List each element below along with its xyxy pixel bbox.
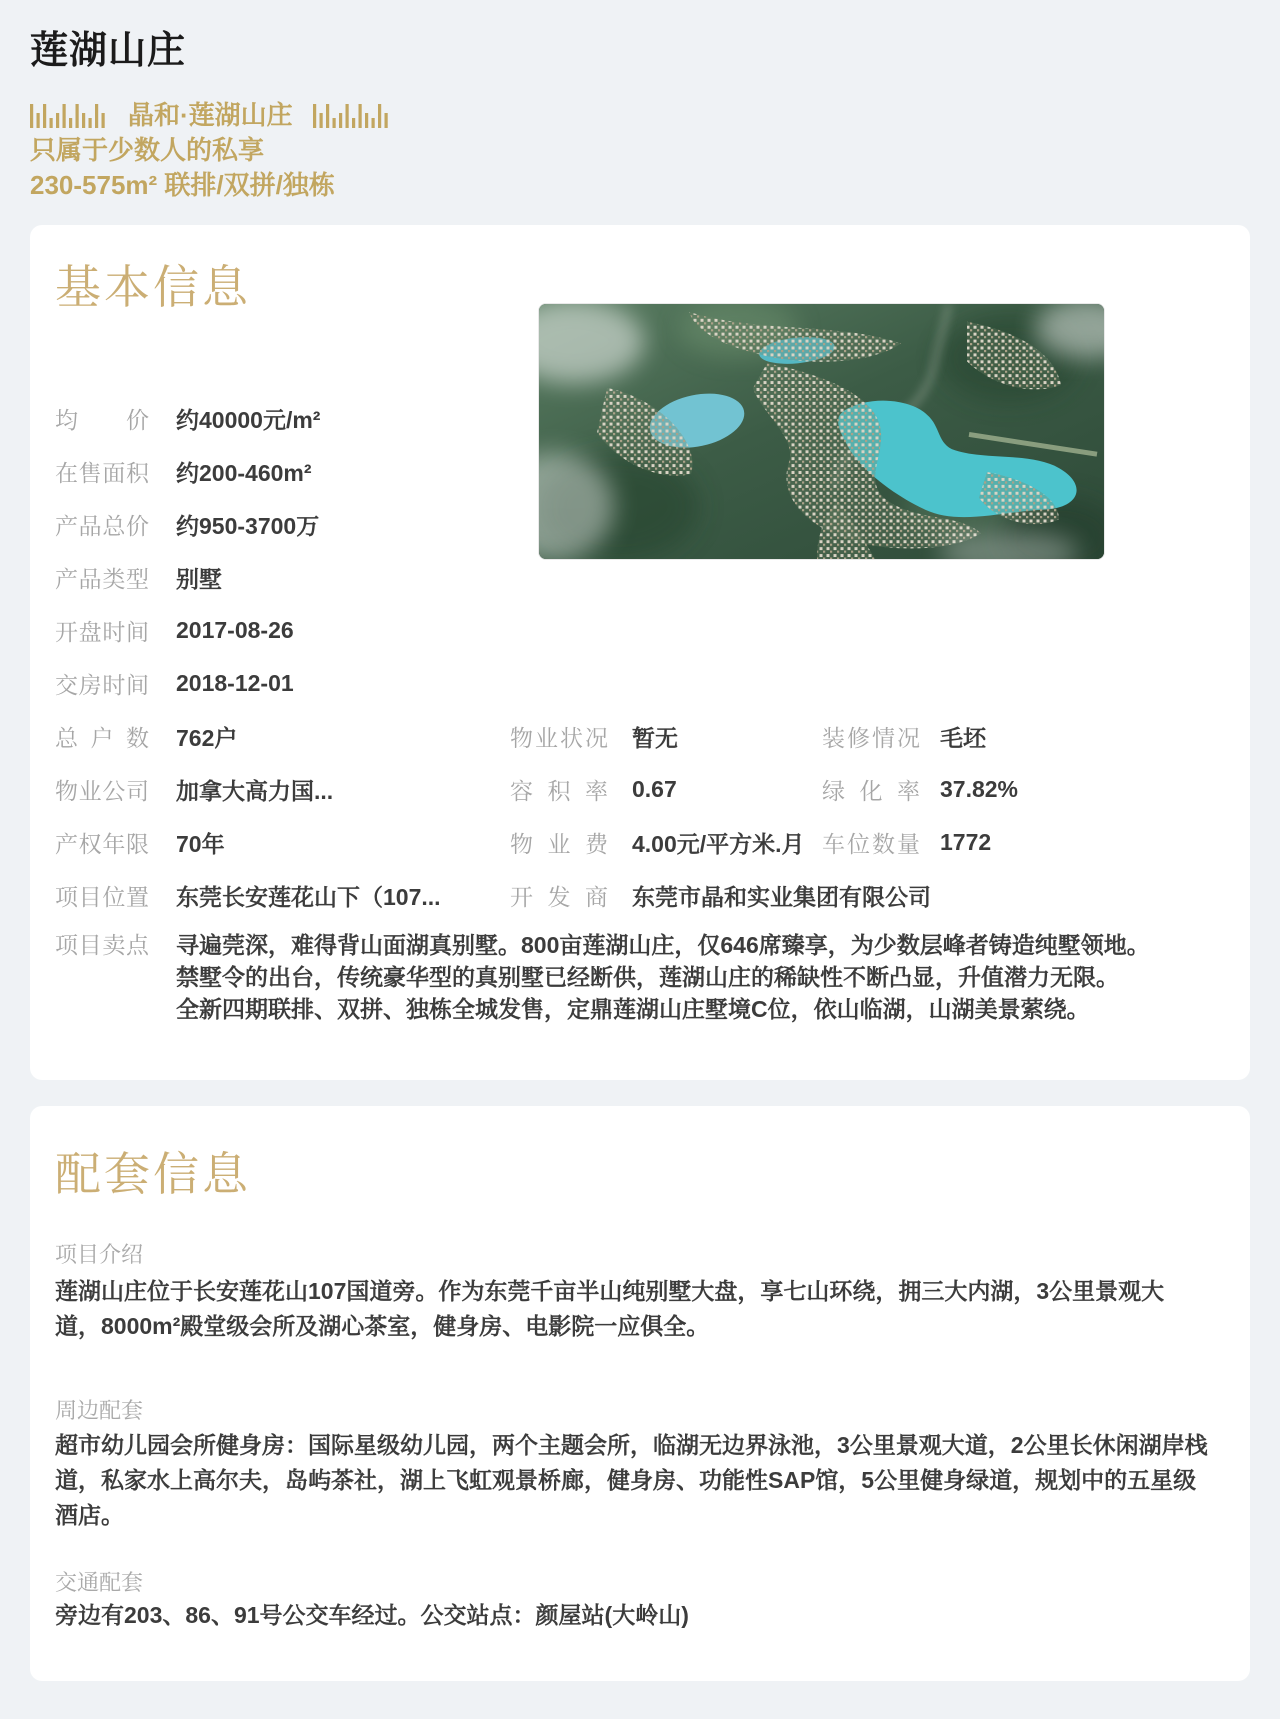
info-field [55,869,441,922]
field-label: 车位数量 [822,831,920,857]
field-value: 2017-08-26 [176,617,294,643]
field-value: 4.00元/平方米.月 [632,831,805,857]
info-field [55,445,441,498]
field-label: 产品类型 [55,566,149,592]
field-label: 开发商 [510,884,608,910]
field-value: 别墅 [176,566,222,592]
amenity-text: 莲湖山庄位于长安莲花山107国道旁。作为东莞千亩半山纯别墅大盘，享七山环绕，拥三大内湖，3公里景观大道，8000m²殿堂级会所及湖心茶室，健身房、电影院一应俱全。 [55,1278,1165,1339]
field-value: 东莞市晶和实业集团有限公司 [632,884,931,910]
info-field [55,498,441,551]
field-label: 产品总价 [55,513,149,539]
field-value: 约200-460m² [176,460,312,486]
field-label: 项目卖点 [55,932,149,958]
field-label: 交房时间 [55,672,149,698]
field-label: 开盘时间 [55,619,149,645]
selling-point-paragraph: 全新四期联排、双拼、独栋全城发售，定鼎莲湖山庄墅境C位，依山临湖，山湖美景萦绕。 [176,996,1090,1022]
field-label: 项目位置 [55,884,149,910]
property-aerial-image [538,303,1105,560]
field-value: 762户 [176,725,238,751]
field-value: 37.82% [940,776,1019,802]
page-title: 莲湖山庄 [30,30,187,72]
field-value: 加拿大高力国... [176,778,334,804]
brand-name: 晶和·莲湖山庄 [128,100,293,130]
field-value: 约950-3700万 [176,513,320,539]
amenity-label: 项目介绍 [55,1242,144,1267]
field-label: 物业公司 [55,778,149,804]
info-field [822,710,1018,763]
info-field [822,763,1018,816]
field-value: 2018-12-01 [176,670,294,696]
info-field [55,392,441,445]
field-value: 东莞长安莲花山下（107... [176,884,441,910]
selling-point-text [176,929,1156,1025]
field-label: 物业状况 [510,725,608,751]
info-field [55,657,441,710]
field-label: 均价 [55,407,149,433]
section-title-amenities: 配套信息 [55,1148,251,1200]
info-field [510,869,931,922]
selling-point-row [55,929,1156,1025]
section-title-basic-info: 基本信息 [55,261,251,313]
tagline-slogan: 只属于少数人的私享 [30,135,265,165]
info-field [55,816,441,869]
basic-info-left-column [55,392,441,922]
barcode-icon [313,104,391,128]
tagline-spec: 230-575m² 联排/双拼/独栋 [30,170,335,200]
field-label: 绿化率 [822,778,920,804]
field-value: 1772 [940,829,992,855]
amenity-text: 旁边有203、86、91号公交车经过。公交站点：颜屋站(大岭山) [55,1602,689,1628]
field-label: 总户数 [55,725,149,751]
selling-point-paragraph: 寻遍莞深，难得背山面湖真别墅。800亩莲湖山庄，仅646席臻享，为少数层峰者铸造纯墅领地。禁墅令的出台，传统豪华型的真别墅已经断供，莲湖山庄的稀缺性不断凸显，升值潜力无限。 [176,932,1150,990]
field-label: 产权年限 [55,831,149,857]
basic-info-card [30,225,1250,1080]
field-value: 0.67 [632,776,677,802]
amenities-card [30,1106,1250,1681]
field-label: 物业费 [510,831,608,857]
amenity-label: 周边配套 [55,1398,144,1423]
info-field [822,816,1018,869]
field-value: 毛坯 [940,725,986,751]
barcode-icon [30,104,108,128]
field-value: 约40000元/m² [176,407,321,433]
info-field [55,710,441,763]
aerial-rendering-graphic [539,304,1104,559]
hero-header [0,0,1280,203]
info-field [55,551,441,604]
field-label: 在售面积 [55,460,149,486]
brand-tagline [30,98,1250,203]
brand-row [30,98,1250,133]
field-label: 装修情况 [822,725,920,751]
field-value: 70年 [176,831,225,857]
info-field [55,604,441,657]
amenity-label: 交通配套 [55,1570,144,1595]
basic-info-right-column [822,710,1018,869]
field-value: 暂无 [632,725,678,751]
field-label: 容积率 [510,778,608,804]
amenity-text: 超市幼儿园会所健身房：国际星级幼儿园，两个主题会所，临湖无边界泳池，3公里景观大道，2公里长休闲湖岸栈道，私家水上高尔夫，岛屿茶社，湖上飞虹观景桥廊，健身房、功能性SAP馆，5公里健身绿道，规划中的五星级酒店。 [55,1432,1208,1528]
info-field [55,763,441,816]
